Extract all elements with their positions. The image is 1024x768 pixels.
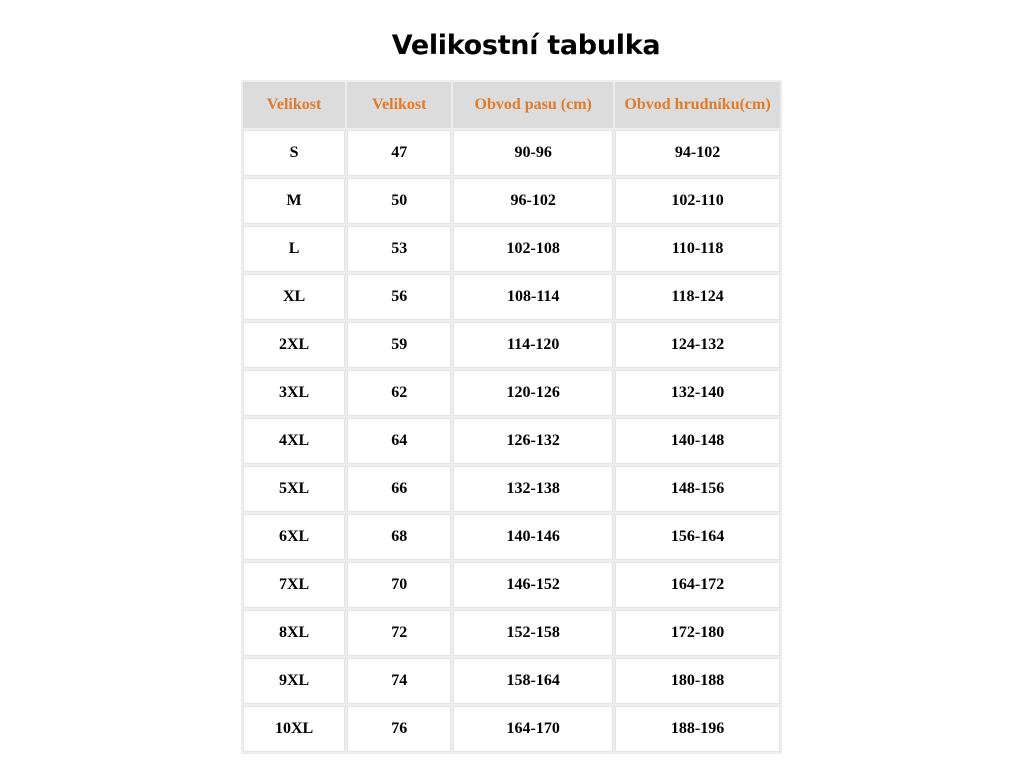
cell-chest: 156-164 [615, 514, 780, 560]
cell-waist: 158-164 [453, 658, 613, 704]
cell-size-number: 50 [347, 178, 451, 224]
cell-size: 10XL [243, 706, 345, 752]
cell-chest: 172-180 [615, 610, 780, 656]
table-row [243, 226, 780, 272]
table-row [243, 658, 780, 704]
cell-chest: 132-140 [615, 370, 780, 416]
table-header-row [243, 82, 780, 128]
cell-chest: 102-110 [615, 178, 780, 224]
cell-waist: 102-108 [453, 226, 613, 272]
cell-size-number: 72 [347, 610, 451, 656]
cell-size-number: 62 [347, 370, 451, 416]
cell-waist: 164-170 [453, 706, 613, 752]
cell-waist: 90-96 [453, 130, 613, 176]
cell-waist: 152-158 [453, 610, 613, 656]
header-waist: Obvod pasu (cm) [453, 82, 613, 128]
size-table [241, 80, 782, 754]
cell-size-number: 76 [347, 706, 451, 752]
page-title: Velikostní tabulka [391, 30, 661, 61]
table-row [243, 370, 780, 416]
cell-waist: 132-138 [453, 466, 613, 512]
cell-size-number: 68 [347, 514, 451, 560]
cell-size-number: 70 [347, 562, 451, 608]
cell-chest: 124-132 [615, 322, 780, 368]
cell-size: L [243, 226, 345, 272]
header-chest: Obvod hrudníku(cm) [615, 82, 780, 128]
cell-size: 9XL [243, 658, 345, 704]
cell-chest: 148-156 [615, 466, 780, 512]
cell-size: 3XL [243, 370, 345, 416]
cell-chest: 94-102 [615, 130, 780, 176]
table-row [243, 322, 780, 368]
cell-size: 7XL [243, 562, 345, 608]
header-size-label: Velikost [243, 82, 345, 128]
cell-size: 4XL [243, 418, 345, 464]
cell-size: S [243, 130, 345, 176]
table-row [243, 706, 780, 752]
cell-chest: 188-196 [615, 706, 780, 752]
cell-size: M [243, 178, 345, 224]
cell-size-number: 59 [347, 322, 451, 368]
cell-chest: 118-124 [615, 274, 780, 320]
cell-chest: 164-172 [615, 562, 780, 608]
table-row [243, 514, 780, 560]
cell-size-number: 66 [347, 466, 451, 512]
cell-waist: 146-152 [453, 562, 613, 608]
cell-size: 6XL [243, 514, 345, 560]
table-row [243, 466, 780, 512]
header-size-number: Velikost [347, 82, 451, 128]
cell-size: 5XL [243, 466, 345, 512]
cell-waist: 114-120 [453, 322, 613, 368]
cell-size: 2XL [243, 322, 345, 368]
cell-chest: 140-148 [615, 418, 780, 464]
cell-size-number: 56 [347, 274, 451, 320]
table-row [243, 274, 780, 320]
cell-waist: 126-132 [453, 418, 613, 464]
table-row [243, 178, 780, 224]
table-row [243, 562, 780, 608]
cell-size-number: 74 [347, 658, 451, 704]
cell-waist: 140-146 [453, 514, 613, 560]
cell-waist: 108-114 [453, 274, 613, 320]
cell-waist: 120-126 [453, 370, 613, 416]
cell-size-number: 53 [347, 226, 451, 272]
table-row [243, 130, 780, 176]
cell-waist: 96-102 [453, 178, 613, 224]
cell-chest: 110-118 [615, 226, 780, 272]
table-row [243, 610, 780, 656]
cell-size-number: 47 [347, 130, 451, 176]
cell-size: 8XL [243, 610, 345, 656]
cell-chest: 180-188 [615, 658, 780, 704]
cell-size-number: 64 [347, 418, 451, 464]
cell-size: XL [243, 274, 345, 320]
table-row [243, 418, 780, 464]
